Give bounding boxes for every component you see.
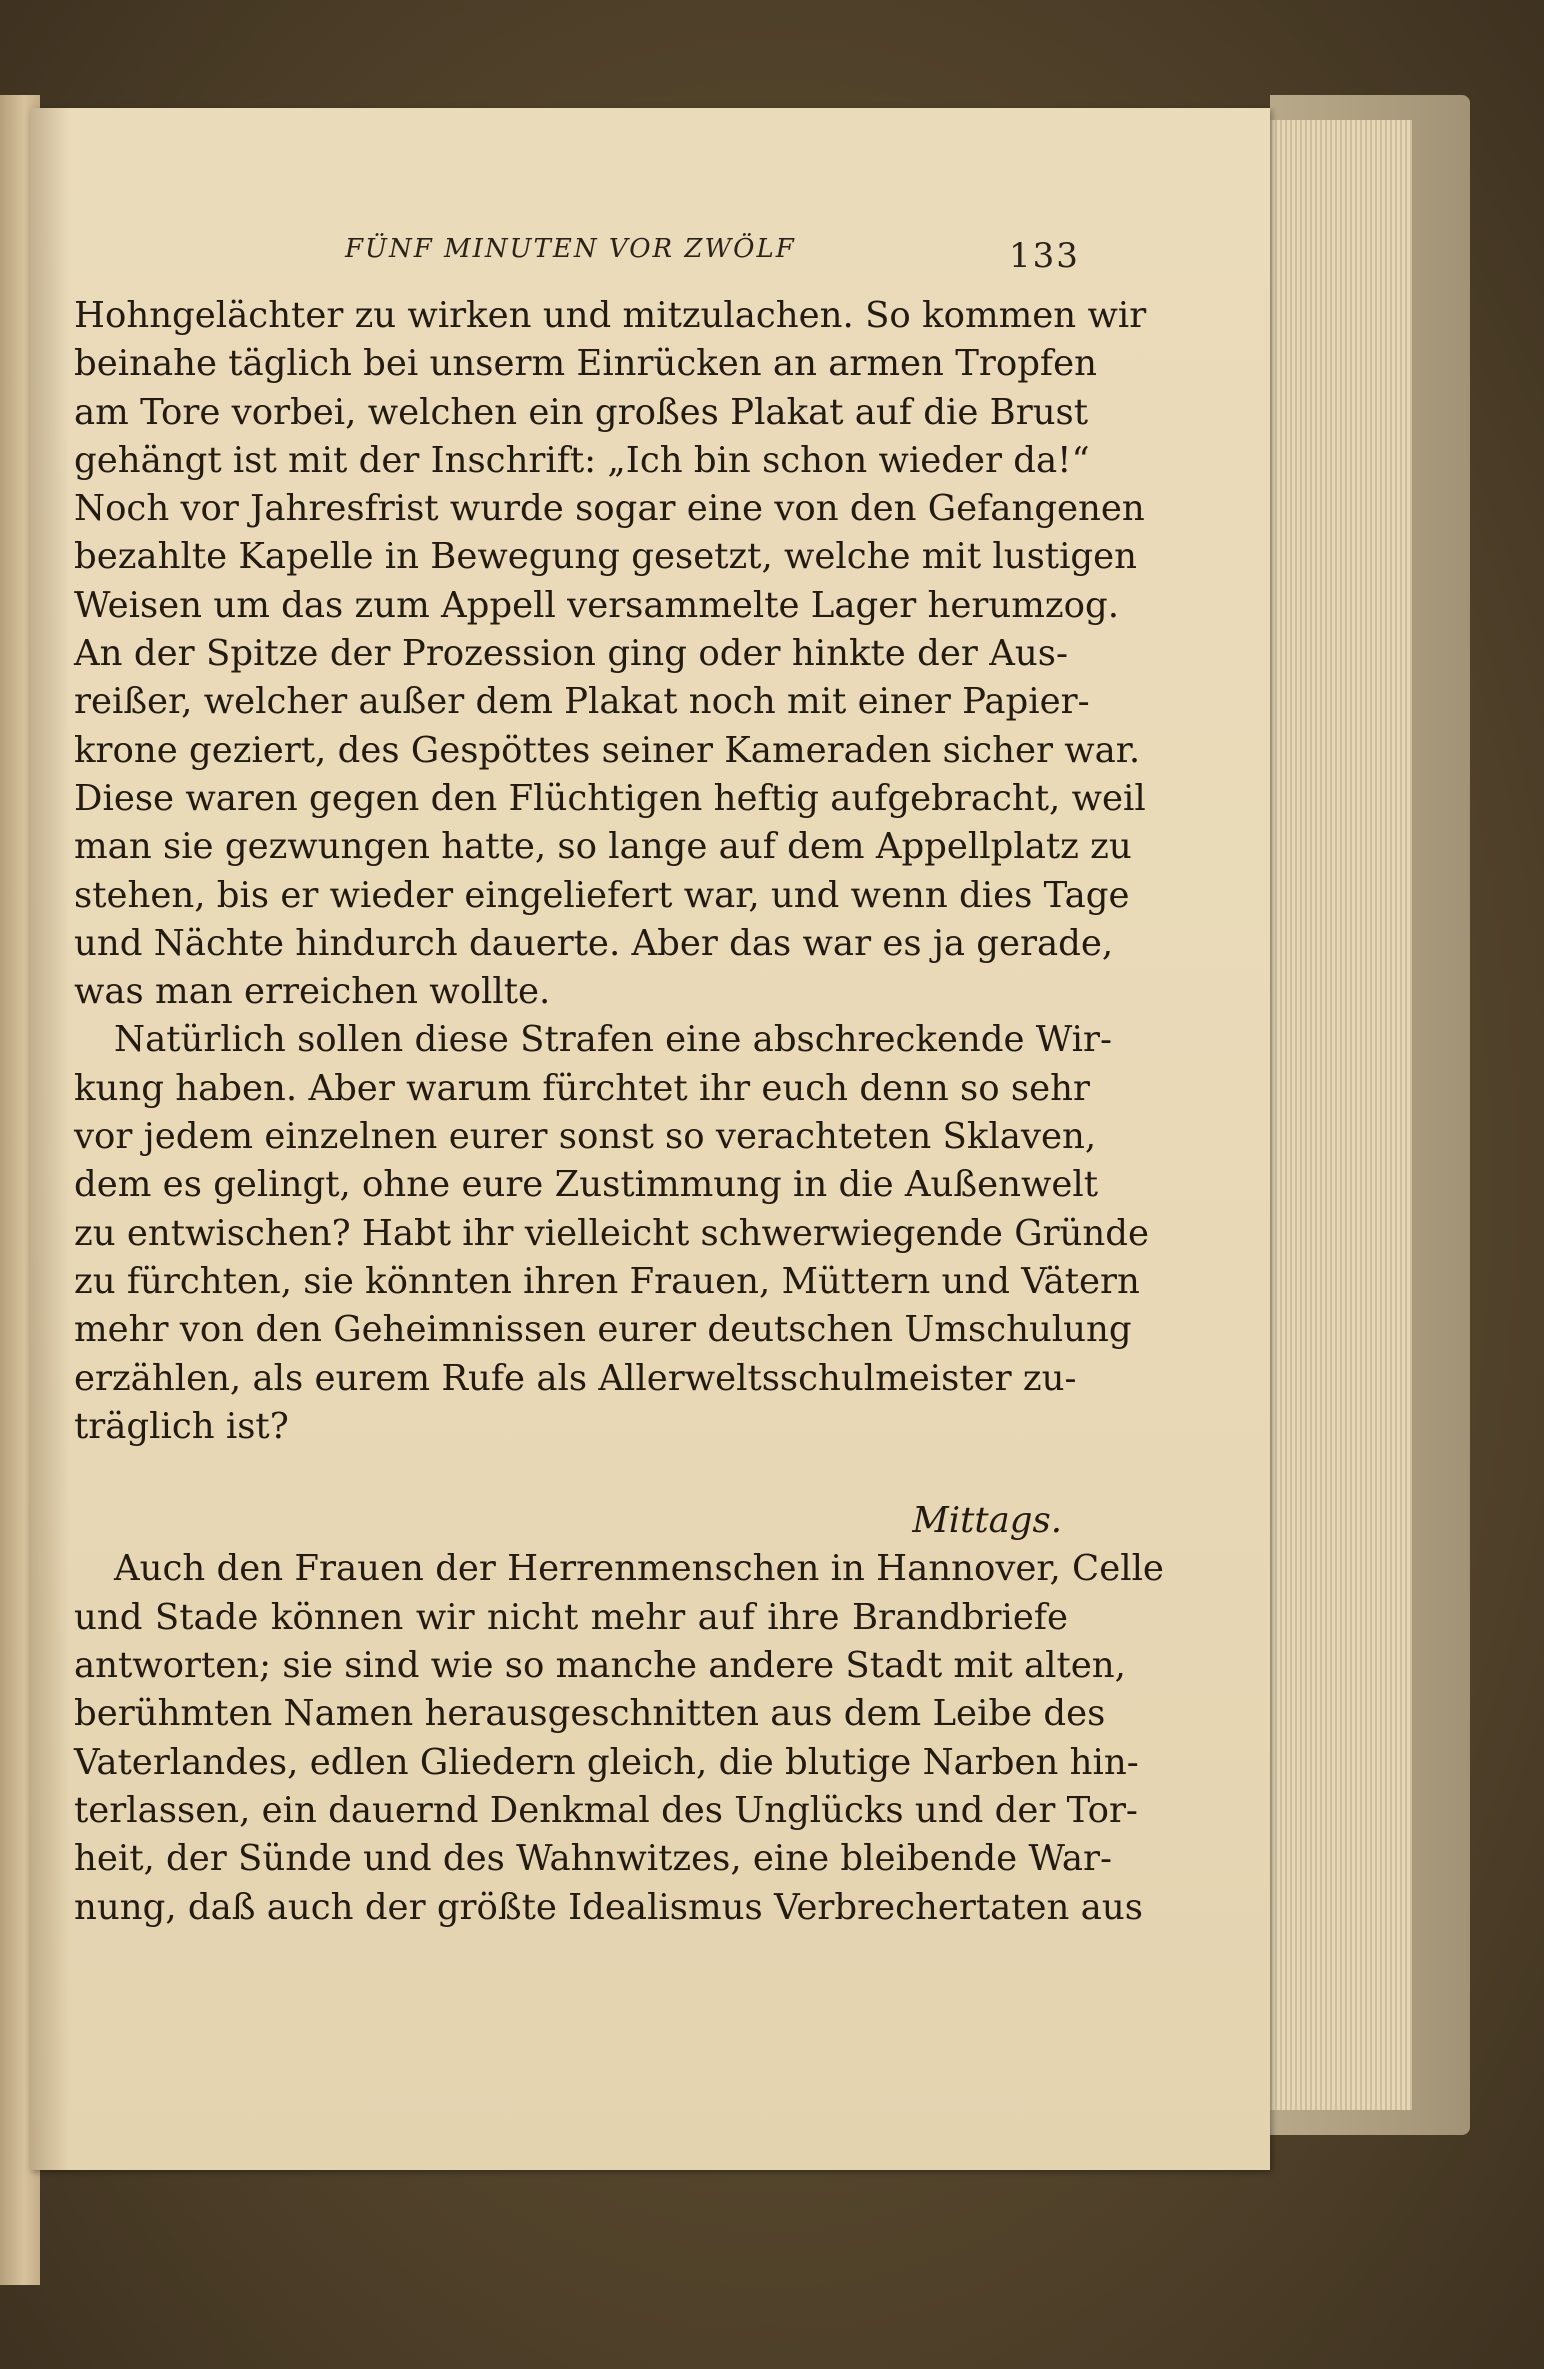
text-line: stehen, bis er wieder eingeliefert war, und wenn dies Tage bbox=[74, 874, 1130, 916]
text-line: dem es gelingt, ohne eure Zustimmung in die Außenwelt bbox=[74, 1164, 1098, 1206]
page-number: 133 bbox=[1009, 236, 1080, 276]
text-line: und Stade können wir nicht mehr auf ihre Brandbriefe bbox=[74, 1596, 1068, 1638]
text-line: am Tore vorbei, welchen ein großes Plakat auf die Brust bbox=[74, 391, 1089, 433]
text-line: zu fürchten, sie könnten ihren Frauen, Müttern und Vätern bbox=[74, 1260, 1140, 1302]
text-line: Diese waren gegen den Flüchtigen heftig aufgebracht, weil bbox=[74, 777, 1146, 819]
text-line: krone geziert, des Gespöttes seiner Kameraden sicher war. bbox=[74, 729, 1141, 771]
text-line: Noch vor Jahresfrist wurde sogar eine von den Gefangenen bbox=[74, 488, 1145, 530]
text-line: heit, der Sünde und des Wahnwitzes, eine bleibende War- bbox=[74, 1838, 1112, 1880]
text-line: berühmten Namen herausgeschnitten aus dem Leibe des bbox=[74, 1693, 1106, 1735]
text-line: zu entwischen? Habt ihr vielleicht schwerwiegende Gründe bbox=[74, 1212, 1150, 1254]
text-line: An der Spitze der Prozession ging oder hinkte der Aus- bbox=[74, 633, 1068, 675]
text-line: terlassen, ein dauernd Denkmal des Unglücks und der Tor- bbox=[74, 1789, 1138, 1831]
text-line: Vaterlandes, edlen Gliedern gleich, die blutige Narben hin- bbox=[74, 1741, 1139, 1783]
text-line: Hohngelächter zu wirken und mitzulachen. So kommen wir bbox=[74, 295, 1147, 336]
running-head: FÜNF MINUTEN VOR ZWÖLF bbox=[345, 234, 796, 264]
text-line: beinahe täglich bei unserm Einrücken an armen Tropfen bbox=[74, 343, 1097, 385]
text-line: man sie gezwungen hatte, so lange auf dem Appellplatz zu bbox=[74, 826, 1132, 868]
text-line: Weisen um das zum Appell versammelte Lager herumzog. bbox=[74, 584, 1119, 626]
text-line: was man erreichen wollte. bbox=[74, 971, 551, 1013]
text-line: Auch den Frauen der Herrenmenschen in Hannover, Celle bbox=[114, 1548, 1164, 1590]
body-text bbox=[74, 292, 1164, 1932]
dateline: Mittags. bbox=[912, 1500, 1062, 1542]
text-line: mehr von den Geheimnissen eurer deutschen Umschulung bbox=[74, 1309, 1132, 1351]
text-line: erzählen, als eurem Rufe als Allerweltsschulmeister zu- bbox=[74, 1357, 1077, 1399]
text-line: Natürlich sollen diese Strafen eine abschreckende Wir- bbox=[114, 1019, 1112, 1061]
text-line: und Nächte hindurch dauerte. Aber das war es ja gerade, bbox=[74, 922, 1114, 964]
text-line: träglich ist? bbox=[74, 1405, 289, 1447]
text-line: kung haben. Aber warum fürchtet ihr euch denn so sehr bbox=[74, 1067, 1090, 1109]
paragraph-3 bbox=[74, 1545, 1164, 1931]
text-line: antworten; sie sind wie so manche andere Stadt mit alten, bbox=[74, 1645, 1126, 1687]
text-line: bezahlte Kapelle in Bewegung gesetzt, welche mit lustigen bbox=[74, 536, 1138, 578]
paragraph-1 bbox=[74, 292, 1147, 1016]
page-gutter-shadow bbox=[30, 108, 70, 2170]
text-line: reißer, welcher außer dem Plakat noch mit einer Papier- bbox=[74, 681, 1090, 723]
page-stack-edge bbox=[1262, 120, 1412, 2110]
text-line: vor jedem einzelnen eurer sonst so verachteten Sklaven, bbox=[74, 1116, 1097, 1158]
text-line: gehängt ist mit der Inschrift: „Ich bin schon wieder da!“ bbox=[74, 439, 1090, 481]
text-line: nung, daß auch der größte Idealismus Verbrechertaten aus bbox=[74, 1886, 1143, 1928]
paragraph-2 bbox=[74, 1016, 1150, 1451]
